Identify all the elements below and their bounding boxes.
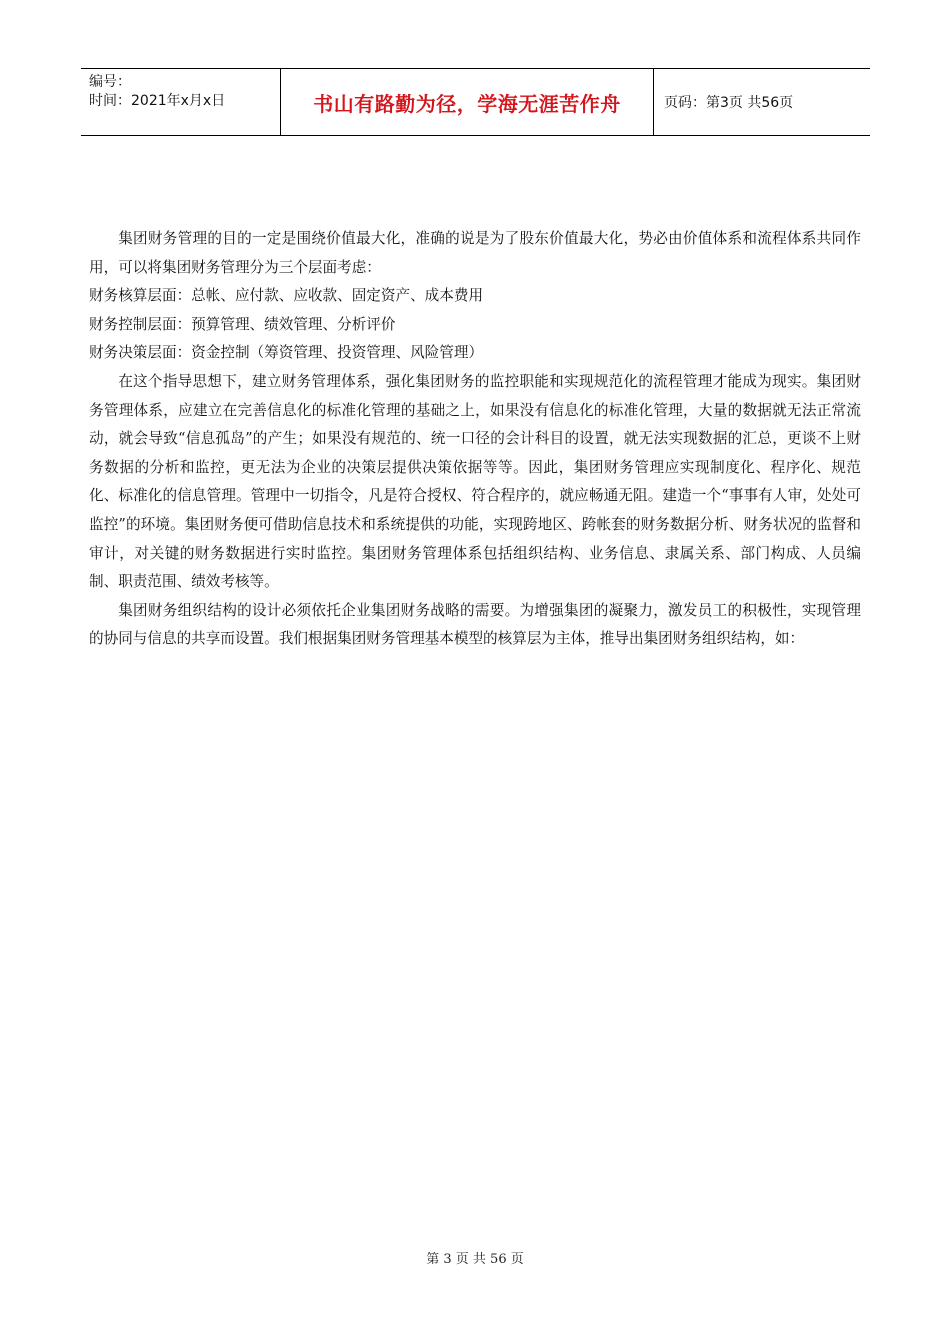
footer-page-number: 第 3 页 共 56 页	[426, 1252, 524, 1267]
document-header	[81, 68, 870, 136]
paragraph-control-level: 财务控制层面：预算管理、绩效管理、分析评价	[89, 315, 396, 333]
motto-text: 书山有路勤为径，学海无涯苦作舟	[313, 91, 621, 116]
header-page-cell	[654, 69, 870, 135]
paragraph-structure: 集团财务组织结构的设计必须依托企业集团财务战略的需要。为增强集团的凝聚力，激发员工的积极性，实现管理的协同与信息的共享而设置。我们根据集团财务管理基本模型的核算层为主体，推导出集团财务组织结构，如：	[89, 601, 861, 648]
document-body	[89, 225, 861, 654]
header-meta-cell	[81, 69, 281, 135]
page-info: 页码：第3页 共56页	[664, 95, 794, 111]
header-motto-cell	[281, 69, 654, 135]
paragraph-decision-level: 财务决策层面：资金控制（筹资管理、投资管理、风险管理）	[89, 344, 484, 362]
paragraph-accounting-level: 财务核算层面：总帐、应付款、应收款、固定资产、成本费用	[89, 287, 484, 305]
paragraph-intro: 集团财务管理的目的一定是围绕价值最大化，准确的说是为了股东价值最大化，势必由价值体系和流程体系共同作用，可以将集团财务管理分为三个层面考虑：	[89, 230, 861, 276]
number-label: 编号：	[89, 74, 131, 90]
page-footer	[0, 1248, 950, 1267]
date-label: 时间：2021年x月x日	[89, 93, 226, 109]
paragraph-system: 在这个指导思想下，建立财务管理体系，强化集团财务的监控职能和实现规范化的流程管理才能成为现实。集团财务管理体系，应建立在完善信息化的标准化管理的基础之上，如果没有信息化的标准化管理，大量的数据就无法正常流动，就会导致“信息孤岛”的产生；如果没有规范的、统一口径的会计科目的设置，就无法实现数据的汇总，更谈不上财务数据的分析和监控，更无法为企业的决策层提供决策依据等等。因此，集团财务管理应实现制度化、程序化、规范化、标准化的信息管理。管理中一切指令，凡是符合授权、符合程序的，就应畅通无阻。建造一个“事事有人审，处处可监控”的环境。集团财务便可借助信息技术和系统提供的功能，实现跨地区、跨帐套的财务数据分析、财务状况的监督和审计，对关键的财务数据进行实时监控。集团财务管理体系包括组织结构、业务信息、隶属关系、部门构成、人员编制、职责范围、绩效考核等。	[89, 372, 861, 591]
